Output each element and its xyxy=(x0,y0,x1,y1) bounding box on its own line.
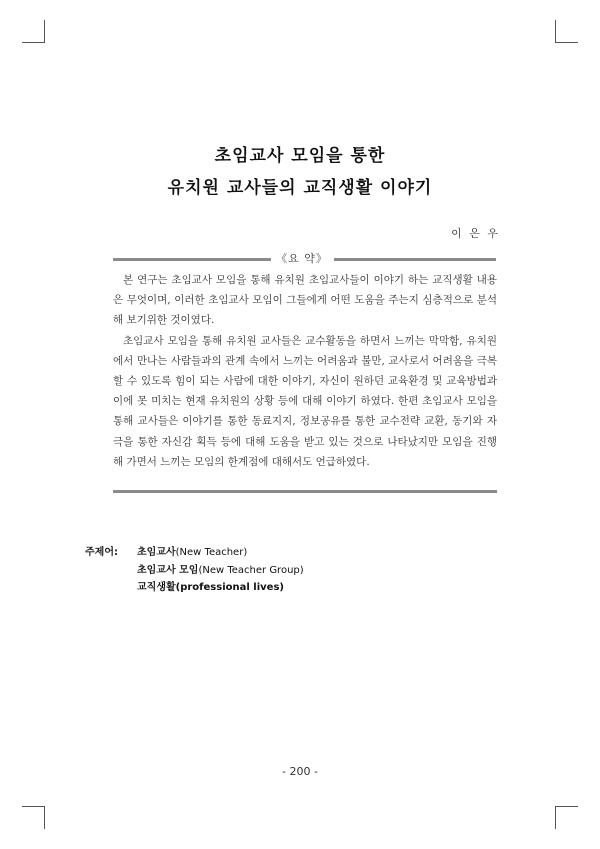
keyword-3 xyxy=(137,578,284,593)
keyword-1-korean: 초임교사 xyxy=(137,547,176,558)
paper-title-line-2: 유치원 교사들의 교직생활 이야기 xyxy=(167,178,433,198)
keyword-3-english: (professional lives) xyxy=(175,582,284,593)
keywords-label: 주제어: xyxy=(85,547,118,558)
abstract-rule-bottom xyxy=(113,490,497,493)
crop-mark-bottom-left xyxy=(22,806,45,829)
paper-title-line-1: 초임교사 모임을 통한 xyxy=(214,146,386,166)
abstract-paragraph-2: 초임교사 모임을 통해 유치원 교사들은 교수활동을 하면서 느끼는 막막함, 유치원에서 만나는 사람들과의 관계 속에서 느끼는 어려움과 불만, 교사로서 어려움을 극복할 수 있도록 힘이 되는 사람에 대한 이야기, 자신이 원하던 교육환경 및 교육방법과 이에 못 미치는 현재 유치원의 상황 등에 대해 이야기 하였다. 한편 초임교사 모임을 통해 교사들은 이야기를 통한 동료지지, 정보공유를 통한 교수전략 교환, 동기와 자극을 통한 자신감 획득 등에 대해 도움을 받고 있는 것으로 나타났지만 모임을 진행해 가면서 느끼는 모임의 한계점에 대해서도 언급하였다. xyxy=(113,334,497,468)
keyword-1-english: (New Teacher) xyxy=(175,547,248,558)
keyword-1 xyxy=(137,543,247,558)
keyword-2-english: (New Teacher Group) xyxy=(198,565,304,576)
abstract-paragraph-1: 본 연구는 초임교사 모임을 통해 유치원 초임교사들이 이야기 하는 교직생활 내용은 무엇이며, 이러한 초임교사 모임이 그들에게 어떤 도움을 주는지 심층적으로 분석해 보기위한 것이였다. xyxy=(113,274,497,327)
crop-mark-top-left xyxy=(22,20,45,43)
keyword-3-korean: 교직생활 xyxy=(137,582,176,593)
page-number: - 200 - xyxy=(282,765,318,778)
keyword-2-korean: 초임교사 모임 xyxy=(137,565,199,576)
author-name: 이 은 우 xyxy=(451,227,500,240)
abstract-body xyxy=(113,270,497,472)
abstract-rule-left xyxy=(113,258,271,261)
abstract-heading: 《요 약》 xyxy=(276,252,328,265)
keyword-2 xyxy=(137,561,304,576)
abstract-rule-right xyxy=(334,258,496,261)
crop-mark-bottom-right xyxy=(555,806,578,829)
crop-mark-top-right xyxy=(555,20,578,43)
